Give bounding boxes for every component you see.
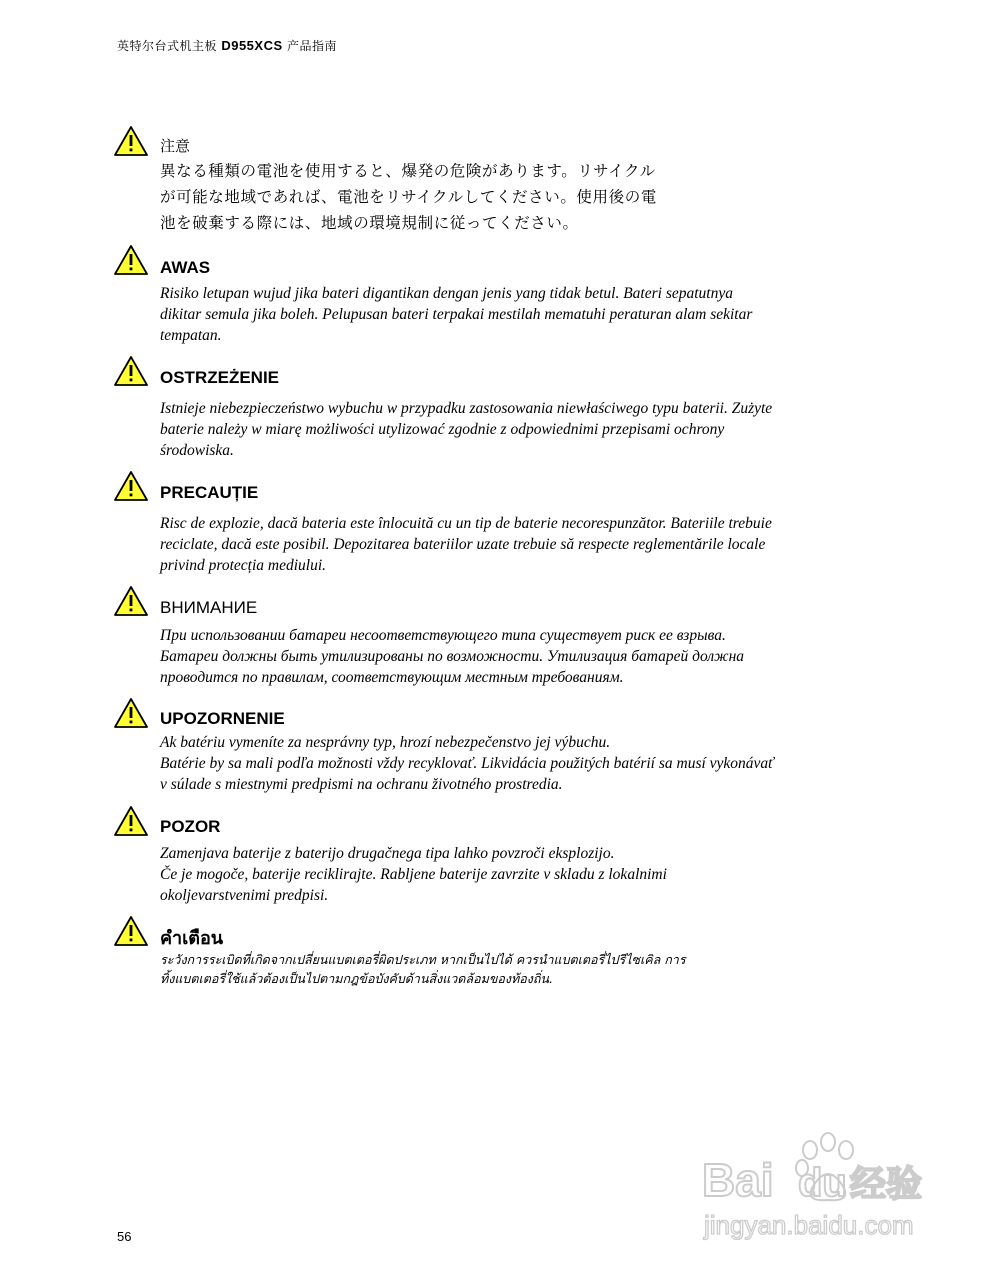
warning-body [160, 283, 880, 346]
page-header [117, 37, 337, 54]
warning-triangle-icon [113, 915, 149, 947]
warning-body [160, 625, 880, 688]
warning-line: privind protecția mediului. [160, 557, 327, 574]
warning-line: tempatan. [160, 327, 222, 344]
warning-triangle-icon [113, 585, 149, 617]
watermark-brand2: du [798, 1161, 847, 1205]
warning-line: При использовании батареи несоответствующего типа существует риск ее взрыва. [160, 627, 726, 644]
warning-line: Risiko letupan wujud jika bateri digantikan dengan jenis yang tidak betul. Bateri sepatutnya [160, 285, 733, 302]
warning-title: OSTRZEŻENIE [160, 368, 280, 387]
warning-title: 注意 [160, 137, 191, 155]
warning-line: ระวังการระเบิดที่เกิดจากเปลี่ยนแบตเตอรี่ผิดประเภท หากเป็นไปได้ ควรนำแบตเตอรี่ไปรีไซเคิล การ [160, 952, 686, 967]
warning-line: 異なる種類の電池を使用すると、爆発の危険があります。リサイクル [160, 162, 656, 180]
watermark-brand: Bai [702, 1154, 774, 1206]
warning-body [160, 398, 880, 461]
warning-triangle-icon [113, 470, 149, 502]
warning-line: Ak batériu vymeníte za nesprávny typ, hrozí nebezpečenstvo jej výbuchu. [160, 734, 611, 751]
warning-line: dikitar semula jika boleh. Pelupusan bateri terpakai mestilah mematuhi peraturan alam sekitar [160, 306, 753, 323]
warning-title: AWAS [160, 258, 211, 277]
warning-line: Zamenjava baterije z baterijo drugačnega tipa lahko povzroči eksplozijo. [160, 845, 615, 862]
warning-line: Če je mogoče, baterije reciklirajte. Rabljene baterije zavrzite v skladu z lokalnimi [160, 866, 667, 883]
warning-triangle-icon [113, 125, 149, 157]
warning-body [160, 950, 880, 988]
warning-triangle-icon [113, 805, 149, 837]
warning-line: ทิ้งแบตเตอรี่ใช้แล้วต้องเป็นไปตามกฎข้อบังคับด้านสิ่งแวดล้อมของท้องถิ่น. [160, 971, 553, 986]
watermark-url: jingyan.baidu.com [704, 1210, 914, 1240]
warning-title: คำเตือน [160, 928, 224, 949]
warning-body [160, 158, 880, 236]
baidu-jingyan-watermark [700, 1130, 940, 1245]
warning-body [160, 843, 880, 906]
warning-line: が可能な地域であれば、電池をリサイクルしてください。使用後の電 [160, 188, 657, 206]
warning-line: reciclate, dacă este posibil. Depozitarea bateriilor uzate trebuie să respecte reglementările locale [160, 536, 766, 553]
warning-line: baterie należy w miarę możliwości utylizować zgodnie z odpowiednimi przepisami ochrony [160, 421, 725, 438]
warning-line: 池を破棄する際には、地域の環境規制に従ってください。 [160, 214, 579, 232]
warning-body [160, 732, 880, 795]
warning-line: проводится по правилам, соответствующим местным требованиям. [160, 669, 624, 686]
header-model: D955XCS [221, 38, 283, 53]
warning-line: okoljevarstvenimi predpisi. [160, 887, 329, 904]
warning-triangle-icon [113, 697, 149, 729]
warning-line: Батареи должны быть утилизированы по возможности. Утилизация батарей должна [160, 648, 745, 665]
warning-title: PRECAUȚIE [160, 483, 259, 502]
header-prefix: 英特尔台式机主板 [117, 39, 222, 53]
warning-body [160, 513, 880, 576]
warning-triangle-icon [113, 244, 149, 276]
warning-title: ВНИМАНИЕ [160, 598, 258, 617]
warning-triangle-icon [113, 355, 149, 387]
warning-line: Risc de explozie, dacă bateria este înlocuită cu un tip de baterie necorespunzător. Bateriile trebuie [160, 515, 772, 532]
warning-line: v súlade s miestnymi predpismi na ochranu životného prostredia. [160, 776, 563, 793]
warning-title: POZOR [160, 817, 221, 836]
watermark-cn: 经验 [850, 1164, 923, 1205]
warning-line: środowiska. [160, 442, 234, 459]
warning-line: Batérie by sa mali podľa možnosti vždy recyklovať. Likvidácia použitých batérií sa musí vykonávať [160, 755, 774, 772]
warning-title: UPOZORNENIE [160, 709, 285, 728]
warning-line: Istnieje niebezpieczeństwo wybuchu w przypadku zastosowania niewłaściwego typu baterii. Zużyte [160, 400, 773, 417]
header-suffix: 产品指南 [282, 39, 337, 53]
page-number: 56 [117, 1229, 132, 1244]
